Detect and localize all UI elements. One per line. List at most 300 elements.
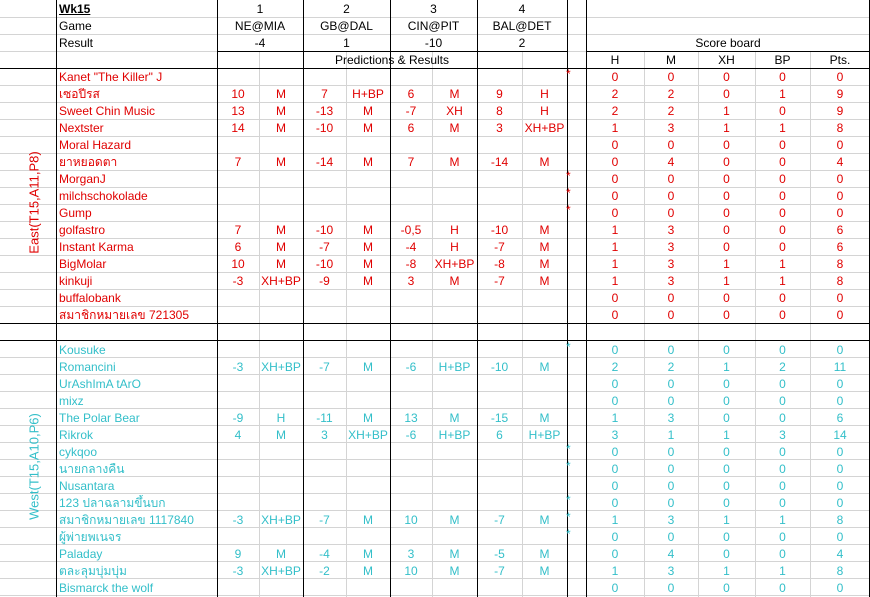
score-cell: 8 <box>836 121 844 135</box>
prediction-cell: H <box>450 240 459 254</box>
score-cell: 0 <box>723 206 730 220</box>
score-cell: 0 <box>667 291 675 305</box>
score-cell: 3 <box>667 513 675 527</box>
score-cell: 1 <box>611 223 619 237</box>
prediction-cell: M <box>539 155 550 169</box>
player-name: Moral Hazard <box>59 138 132 152</box>
score-cell: 1 <box>779 513 786 527</box>
score-cell: 9 <box>836 104 844 118</box>
score-cell: 0 <box>667 394 675 408</box>
score-column-header: M <box>666 53 676 67</box>
player-name: mixz <box>59 394 84 408</box>
player-name: Kousuke <box>59 343 106 357</box>
score-cell: 0 <box>779 462 786 476</box>
prediction-cell: 10 <box>404 513 418 527</box>
prediction-cell: M <box>449 87 460 101</box>
player-name: Bismarck the wolf <box>59 581 154 595</box>
score-cell: 0 <box>723 445 730 459</box>
score-cell: 0 <box>723 172 730 186</box>
prediction-cell: -7 <box>405 104 417 118</box>
score-cell: 1 <box>611 564 619 578</box>
flag-mark: * <box>566 459 571 473</box>
player-name: MorganJ <box>59 172 106 186</box>
score-cell: 6 <box>836 411 844 425</box>
score-cell: 0 <box>723 87 730 101</box>
prediction-cell: 6 <box>407 87 415 101</box>
prediction-cell: -3 <box>232 513 244 527</box>
score-cell: 1 <box>611 257 619 271</box>
prediction-cell: XH+BP <box>261 513 301 527</box>
score-cell: 6 <box>836 223 844 237</box>
score-cell: 0 <box>611 581 619 595</box>
prediction-cell: M <box>449 547 460 561</box>
score-cell: 9 <box>836 87 844 101</box>
prediction-cell: XH+BP <box>261 360 301 374</box>
score-cell: 0 <box>779 530 786 544</box>
score-cell: 0 <box>723 462 730 476</box>
game-matchup: NE@MIA <box>234 19 286 33</box>
score-cell: 4 <box>667 547 675 561</box>
game-number: 3 <box>430 2 437 16</box>
score-cell: 3 <box>611 428 619 442</box>
score-cell: 0 <box>779 291 786 305</box>
prediction-cell: M <box>276 87 286 101</box>
score-cell: 0 <box>836 377 844 391</box>
score-cell: 0 <box>836 308 844 322</box>
score-cell: 1 <box>723 121 730 135</box>
score-cell: 0 <box>779 343 786 357</box>
game-matchup: CIN@PIT <box>407 19 460 33</box>
score-cell: 8 <box>836 257 844 271</box>
prediction-cell: 3 <box>321 428 328 442</box>
score-cell: 0 <box>723 343 730 357</box>
score-cell: 0 <box>836 394 844 408</box>
prediction-cell: -7 <box>494 564 505 578</box>
prediction-cell: M <box>449 121 460 135</box>
prediction-cell: -4 <box>405 240 417 254</box>
score-cell: 8 <box>836 513 844 527</box>
prediction-cell: H <box>276 411 286 425</box>
prediction-cell: XH+BP <box>261 274 301 288</box>
score-cell: 0 <box>779 308 786 322</box>
player-name: UrAshImA tArO <box>59 377 142 391</box>
player-name: เซอปีรส <box>59 87 100 101</box>
score-cell: 0 <box>779 479 786 493</box>
score-cell: 0 <box>611 394 619 408</box>
score-cell: 0 <box>836 462 844 476</box>
prediction-cell: H <box>450 223 459 237</box>
game-number: 2 <box>343 2 350 16</box>
score-cell: 0 <box>723 530 730 544</box>
prediction-cell: -7 <box>319 360 330 374</box>
score-cell: 2 <box>611 104 619 118</box>
score-cell: 1 <box>779 257 786 271</box>
prediction-cell: -13 <box>315 104 334 118</box>
game-result: -10 <box>424 36 443 50</box>
score-cell: 4 <box>836 547 844 561</box>
score-cell: 0 <box>779 445 786 459</box>
score-cell: 3 <box>667 257 675 271</box>
game-label: Game <box>59 19 92 33</box>
score-cell: 3 <box>667 121 675 135</box>
prediction-cell: 3 <box>407 274 415 288</box>
score-cell: 0 <box>611 377 619 391</box>
score-cell: 8 <box>836 564 844 578</box>
player-name: kinkuji <box>59 274 93 288</box>
score-cell: 1 <box>779 121 786 135</box>
score-cell: 0 <box>779 411 786 425</box>
score-cell: 0 <box>723 479 730 493</box>
score-cell: 0 <box>723 291 730 305</box>
score-cell: 0 <box>779 496 786 510</box>
player-name: ยาหยอดตา <box>59 155 118 169</box>
score-cell: 0 <box>667 581 675 595</box>
score-cell: 0 <box>779 138 786 152</box>
score-cell: 0 <box>836 496 844 510</box>
prediction-cell: -10 <box>490 360 509 374</box>
prediction-cell: 6 <box>496 428 503 442</box>
score-cell: 0 <box>779 189 786 203</box>
prediction-cell: -11 <box>316 411 333 425</box>
score-cell: 0 <box>836 189 844 203</box>
score-cell: 0 <box>667 189 675 203</box>
prediction-cell: -7 <box>494 240 505 254</box>
score-cell: 14 <box>833 428 847 442</box>
score-column-header: Pts. <box>829 53 851 67</box>
game-matchup: GB@DAL <box>320 19 373 33</box>
prediction-cell: -5 <box>494 547 505 561</box>
score-cell: 0 <box>611 172 619 186</box>
prediction-cell: -7 <box>494 513 505 527</box>
prediction-cell: M <box>539 547 550 561</box>
prediction-cell: XH+BP <box>348 428 388 442</box>
prediction-cell: -10 <box>315 121 334 135</box>
score-cell: 3 <box>667 274 675 288</box>
score-cell: 0 <box>611 462 619 476</box>
player-name: Romancini <box>59 360 116 374</box>
score-cell: 1 <box>723 564 730 578</box>
game-result: 1 <box>343 36 350 50</box>
score-cell: 0 <box>667 445 675 459</box>
score-cell: 1 <box>779 274 786 288</box>
scoreboard-label: Score board <box>695 36 761 50</box>
score-cell: 3 <box>779 428 786 442</box>
prediction-cell: 13 <box>231 104 245 118</box>
player-name: cykqoo <box>59 445 98 459</box>
score-cell: 0 <box>779 172 786 186</box>
prediction-cell: -3 <box>232 564 244 578</box>
player-name: Sweet Chin Music <box>59 104 156 118</box>
score-cell: 1 <box>611 513 619 527</box>
player-name: The Polar Bear <box>59 411 140 425</box>
flag-mark: * <box>566 442 571 456</box>
week-title: Wk15 <box>59 2 91 16</box>
player-name: Nusantara <box>59 479 115 493</box>
prediction-cell: M <box>363 257 373 271</box>
prediction-cell: M <box>363 411 373 425</box>
prediction-cell: 10 <box>231 257 245 271</box>
score-cell: 0 <box>667 138 675 152</box>
prediction-cell: -10 <box>315 257 334 271</box>
prediction-cell: M <box>449 411 460 425</box>
score-cell: 1 <box>723 513 730 527</box>
prediction-cell: H+BP <box>438 360 471 374</box>
score-cell: 1 <box>779 564 786 578</box>
score-cell: 0 <box>779 394 786 408</box>
score-cell: 2 <box>667 104 675 118</box>
prediction-cell: M <box>363 223 373 237</box>
player-name: Instant Karma <box>59 240 134 254</box>
score-cell: 0 <box>836 530 844 544</box>
score-cell: 2 <box>667 87 675 101</box>
score-cell: 1 <box>723 274 730 288</box>
prediction-cell: M <box>539 360 550 374</box>
prediction-cell: M <box>449 274 460 288</box>
flag-mark: * <box>566 169 571 183</box>
predictions-results-label: Predictions & Results <box>334 53 450 67</box>
prediction-cell: H+BP <box>352 87 384 101</box>
flag-mark: * <box>566 493 571 507</box>
prediction-cell: M <box>363 104 373 118</box>
player-name: Rikrok <box>59 428 94 442</box>
score-cell: 0 <box>667 377 675 391</box>
prediction-cell: 13 <box>404 411 418 425</box>
prediction-cell: 3 <box>407 547 415 561</box>
score-cell: 1 <box>611 274 619 288</box>
prediction-cell: -4 <box>319 547 330 561</box>
player-name: golfastro <box>59 223 106 237</box>
score-cell: 0 <box>611 343 619 357</box>
score-cell: 4 <box>667 155 675 169</box>
prediction-cell: 3 <box>496 121 503 135</box>
player-name: Kanet "The Killer" J <box>59 70 163 84</box>
prediction-cell: 14 <box>231 121 245 135</box>
flag-mark: * <box>566 340 571 354</box>
prediction-cell: M <box>363 564 373 578</box>
player-name: BigMolar <box>59 257 107 271</box>
game-number: 4 <box>518 2 526 16</box>
flag-mark: * <box>566 510 571 524</box>
prediction-cell: -6 <box>405 360 417 374</box>
game-number: 1 <box>256 2 264 16</box>
score-cell: 0 <box>723 223 730 237</box>
flag-mark: * <box>566 203 571 217</box>
prediction-cell: 9 <box>234 547 242 561</box>
score-cell: 1 <box>779 87 786 101</box>
score-cell: 0 <box>723 189 730 203</box>
score-cell: 0 <box>779 206 786 220</box>
score-cell: 0 <box>667 530 675 544</box>
prediction-cell: M <box>276 223 286 237</box>
score-cell: 0 <box>611 530 619 544</box>
score-cell: 1 <box>611 411 619 425</box>
prediction-cell: 7 <box>234 155 242 169</box>
flag-mark: * <box>566 527 571 541</box>
prediction-cell: M <box>449 564 460 578</box>
score-cell: 0 <box>836 479 844 493</box>
prediction-cell: M <box>276 121 286 135</box>
prediction-cell: -14 <box>315 155 334 169</box>
prediction-cell: 4 <box>234 428 242 442</box>
player-name: ผู้พ่ายพเนจร <box>59 530 122 544</box>
player-name: Gump <box>59 206 92 220</box>
prediction-cell: -3 <box>232 274 244 288</box>
prediction-cell: 7 <box>321 87 328 101</box>
score-cell: 1 <box>723 257 730 271</box>
score-cell: 8 <box>836 274 844 288</box>
score-cell: 0 <box>723 581 730 595</box>
score-cell: 0 <box>836 343 844 357</box>
score-cell: 0 <box>723 308 730 322</box>
game-result: 2 <box>518 36 526 50</box>
prediction-cell: 7 <box>407 155 415 169</box>
score-cell: 0 <box>611 308 619 322</box>
prediction-cell: XH+BP <box>434 257 475 271</box>
score-cell: 0 <box>667 462 675 476</box>
prediction-cell: -7 <box>494 274 505 288</box>
player-name: สมาชิกหมายเลข 1117840 <box>59 513 194 527</box>
score-cell: 0 <box>779 155 786 169</box>
score-cell: 2 <box>667 360 675 374</box>
score-cell: 0 <box>779 377 786 391</box>
prediction-cell: M <box>539 240 550 254</box>
score-cell: 0 <box>779 581 786 595</box>
prediction-cell: 6 <box>234 240 242 254</box>
score-cell: 0 <box>723 394 730 408</box>
prediction-cell: M <box>539 564 550 578</box>
score-cell: 0 <box>611 206 619 220</box>
prediction-cell: H+BP <box>528 428 561 442</box>
score-cell: 1 <box>723 428 730 442</box>
prediction-cell: 7 <box>234 223 242 237</box>
score-cell: 1 <box>611 121 619 135</box>
score-cell: 0 <box>836 172 844 186</box>
score-cell: 0 <box>836 445 844 459</box>
flag-mark: * <box>566 186 571 200</box>
score-cell: 0 <box>779 104 786 118</box>
score-cell: 3 <box>667 411 675 425</box>
score-cell: 0 <box>779 240 786 254</box>
game-result: -4 <box>254 36 266 50</box>
score-cell: 0 <box>723 496 730 510</box>
prediction-cell: M <box>363 360 373 374</box>
prediction-cell: 8 <box>496 104 503 118</box>
prediction-cell: M <box>539 411 550 425</box>
score-cell: 4 <box>836 155 844 169</box>
prediction-cell: H <box>540 87 549 101</box>
score-cell: 0 <box>836 70 844 84</box>
prediction-cell: 6 <box>407 121 415 135</box>
prediction-cell: -7 <box>319 240 330 254</box>
player-name: Paladay <box>59 547 103 561</box>
prediction-cell: M <box>539 223 550 237</box>
score-cell: 0 <box>667 308 675 322</box>
player-name: buffalobank <box>59 291 121 305</box>
score-cell: 0 <box>836 291 844 305</box>
result-label: Result <box>59 36 94 50</box>
score-column-header: XH <box>718 53 735 67</box>
score-cell: 2 <box>611 87 619 101</box>
score-cell: 0 <box>836 206 844 220</box>
score-cell: 0 <box>611 496 619 510</box>
score-cell: 0 <box>836 581 844 595</box>
score-cell: 0 <box>836 138 844 152</box>
score-column-header: BP <box>774 53 791 67</box>
score-cell: 0 <box>611 138 619 152</box>
prediction-cell: -3 <box>232 360 244 374</box>
prediction-cell: M <box>363 121 373 135</box>
score-cell: 0 <box>611 189 619 203</box>
player-name: ตละลุมบุ่มบุ่ม <box>59 564 127 578</box>
prediction-cell: M <box>539 274 550 288</box>
flag-mark: * <box>566 67 571 81</box>
score-cell: 0 <box>779 223 786 237</box>
prediction-cell: -8 <box>494 257 505 271</box>
score-cell: 0 <box>611 479 619 493</box>
score-cell: 0 <box>611 291 619 305</box>
score-cell: 0 <box>667 206 675 220</box>
prediction-cell: M <box>449 513 460 527</box>
prediction-cell: XH <box>446 104 463 118</box>
prediction-cell: XH+BP <box>261 564 301 578</box>
prediction-cell: M <box>449 155 460 169</box>
prediction-cell: M <box>363 274 373 288</box>
score-cell: 0 <box>723 377 730 391</box>
prediction-cell: -10 <box>490 223 509 237</box>
score-cell: 0 <box>723 70 730 84</box>
prediction-cell: 10 <box>231 87 245 101</box>
prediction-cell: -0,5 <box>400 223 422 237</box>
west-division-label: West(T15,A10,P6) <box>26 413 42 520</box>
prediction-cell: -6 <box>405 428 417 442</box>
prediction-cell: M <box>276 155 286 169</box>
prediction-cell: M <box>363 547 373 561</box>
score-cell: 11 <box>833 360 847 374</box>
east-division-label: East(T15,A11,P8) <box>26 151 42 254</box>
game-matchup: BAL@DET <box>492 19 552 33</box>
score-cell: 0 <box>723 411 730 425</box>
prediction-cell: -15 <box>490 411 509 425</box>
score-cell: 3 <box>667 240 675 254</box>
score-cell: 0 <box>667 496 675 510</box>
prediction-cell: M <box>276 104 286 118</box>
score-cell: 3 <box>667 223 675 237</box>
score-cell: 0 <box>667 343 675 357</box>
player-name: milchschokolade <box>59 189 148 203</box>
score-cell: 0 <box>723 240 730 254</box>
score-cell: 0 <box>611 445 619 459</box>
score-cell: 1 <box>611 240 619 254</box>
score-cell: 1 <box>667 428 675 442</box>
player-name: 123 ปลาฉลามขึ้นบก <box>59 496 166 510</box>
score-cell: 1 <box>723 360 730 374</box>
score-cell: 0 <box>723 138 730 152</box>
score-cell: 0 <box>667 172 675 186</box>
prediction-cell: H <box>540 104 549 118</box>
score-cell: 0 <box>611 155 619 169</box>
score-cell: 0 <box>667 70 675 84</box>
score-cell: 0 <box>667 479 675 493</box>
score-cell: 6 <box>836 240 844 254</box>
section-border <box>0 340 870 341</box>
score-cell: 0 <box>611 70 619 84</box>
prediction-cell: M <box>276 428 286 442</box>
prediction-cell: -9 <box>232 411 244 425</box>
score-column-header: H <box>610 53 620 67</box>
score-cell: 1 <box>723 104 730 118</box>
score-cell: 0 <box>779 547 786 561</box>
score-cell: 2 <box>779 360 786 374</box>
